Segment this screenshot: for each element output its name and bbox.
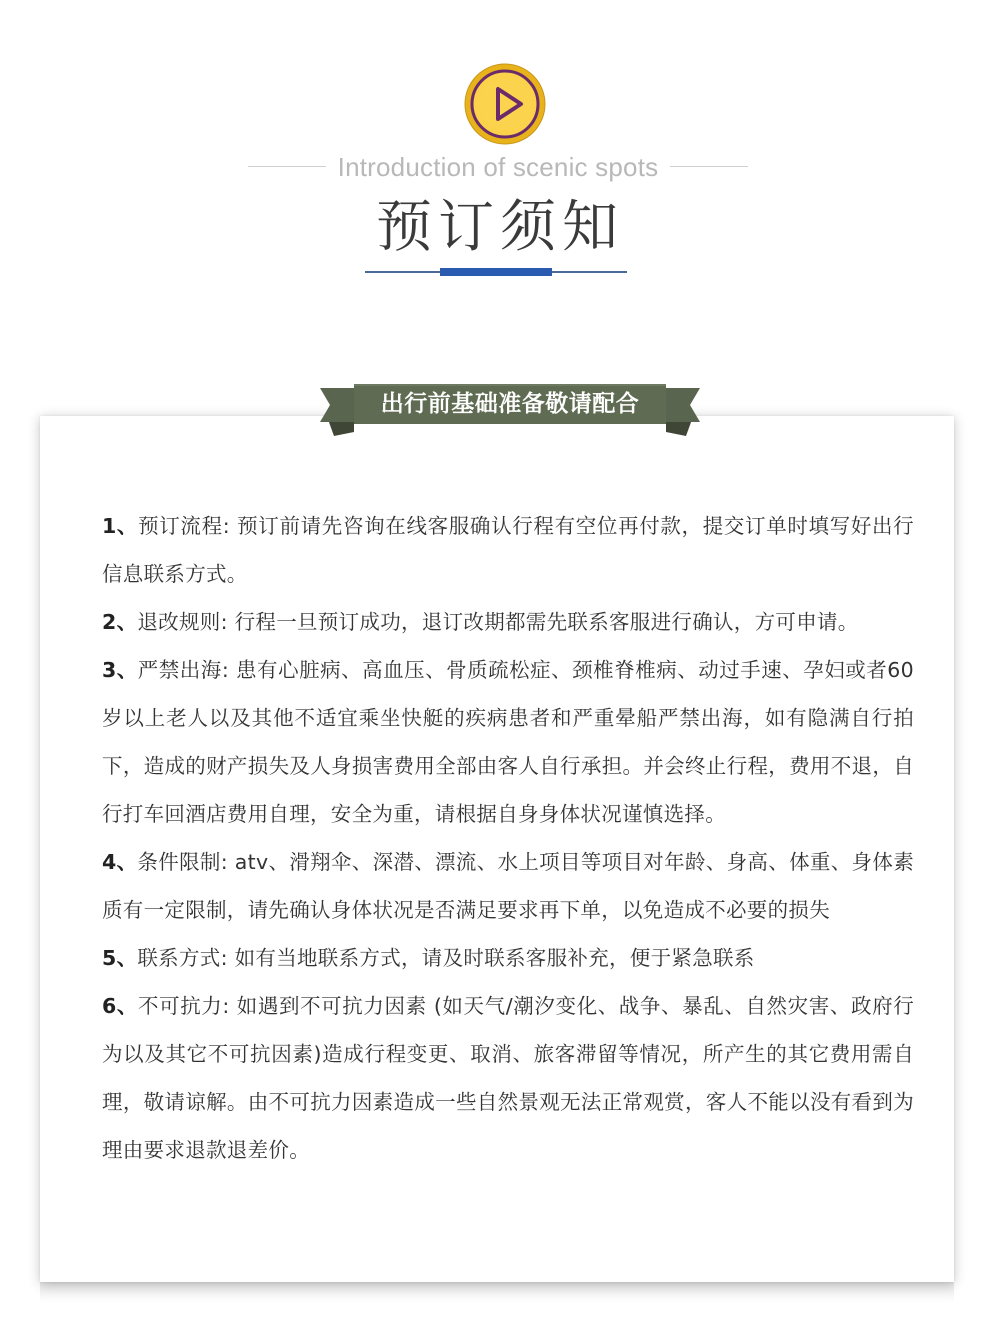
notice-item-refund xyxy=(102,598,914,646)
notice-text: 行程一旦预订成功，退订改期都需先联系客服进行确认，方可申请。 xyxy=(234,610,859,634)
subtitle-row xyxy=(248,148,748,188)
subtitle-divider-right xyxy=(670,166,748,167)
notice-text: 如有当地联系方式，请及时联系客服补充，便于紧急联系 xyxy=(234,946,755,970)
play-circle-icon xyxy=(463,62,547,146)
notice-number: 2、 xyxy=(102,610,138,634)
card-bottom-shadow xyxy=(40,1282,954,1302)
title-underline-accent xyxy=(440,268,552,276)
notice-item-force-majeure xyxy=(102,982,914,1174)
notice-item-sea-ban xyxy=(102,646,914,838)
section-ribbon-label: 出行前基础准备敬请配合 xyxy=(380,391,640,417)
notice-heading: 预订流程: xyxy=(138,514,238,538)
notice-number: 5、 xyxy=(102,946,138,970)
notice-text: 如遇到不可抗力因素 (如天气/潮汐变化、战争、暴乱、自然灾害、政府行为以及其它不可抗因素)造成行程变更、取消、旅客滞留等情况，所产生的其它费用需自理，敬请谅解。由不可抗力因素造成一些自然景观无法正常观赏，客人不能以没有看到为理由要求退款退差价。 xyxy=(102,994,914,1162)
notice-item-contact xyxy=(102,934,914,982)
notice-heading: 严禁出海: xyxy=(137,658,237,682)
notice-heading: 退改规则: xyxy=(137,610,235,634)
notice-item-restrictions xyxy=(102,838,914,934)
subtitle-divider-left xyxy=(248,166,326,167)
page-title: 预订须知 xyxy=(376,195,624,260)
notice-text: atv、滑翔伞、深潜、漂流、水上项目等项目对年龄、身高、体重、身体素质有一定限制，请先确认身体状况是否满足要求再下单，以免造成不必要的损失 xyxy=(102,850,914,922)
page-subtitle: Introduction of scenic spots xyxy=(337,152,659,182)
notice-number: 1、 xyxy=(102,514,139,538)
notice-text: 患有心脏病、高血压、骨质疏松症、颈椎脊椎病、动过手速、孕妇或者60岁以上老人以及其他不适宜乘坐快艇的疾病患者和严重晕船严禁出海，如有隐满自行拍下，造成的财产损失及人身损害费用全部由客人自行承担。并会终止行程，费用不退，自行打车回酒店费用自理，安全为重，请根据自身身体状况谨慎选择。 xyxy=(102,658,914,826)
notice-heading: 不可抗力: xyxy=(137,994,237,1018)
notice-number: 3、 xyxy=(102,658,138,682)
notice-number: 6、 xyxy=(102,994,138,1018)
notice-number: 4、 xyxy=(102,850,138,874)
notice-item-booking xyxy=(102,502,914,598)
notice-heading: 条件限制: xyxy=(137,850,235,874)
notice-text: 预订前请先咨询在线客服确认行程有空位再付款，提交订单时填写好出行信息联系方式。 xyxy=(102,514,914,586)
notice-list xyxy=(102,502,914,1174)
notice-heading: 联系方式: xyxy=(137,946,235,970)
